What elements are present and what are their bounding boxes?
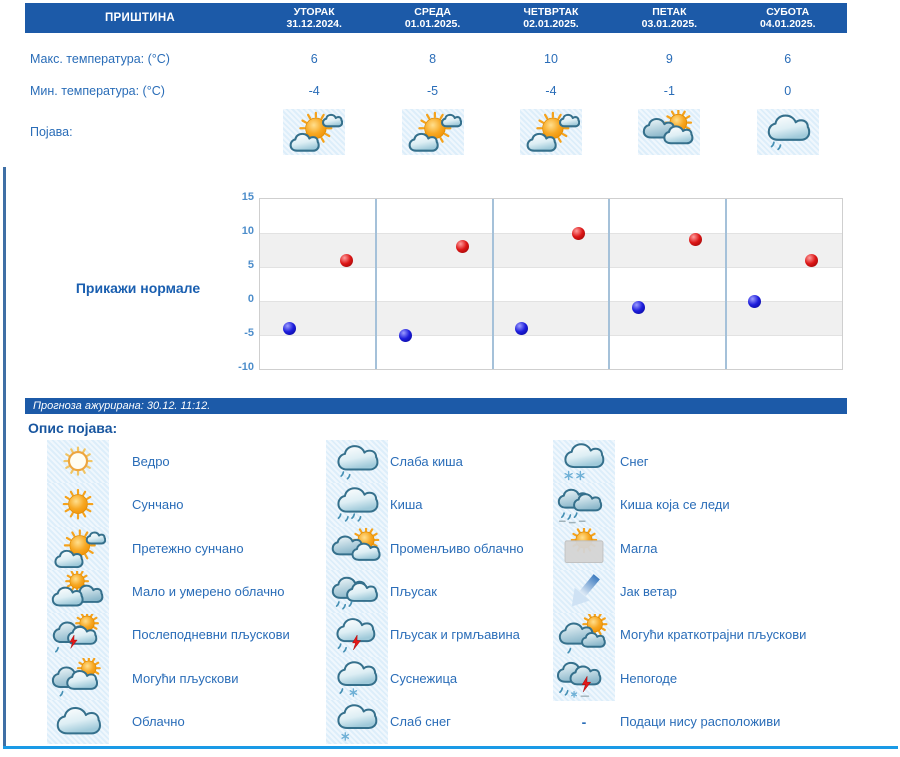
- forecast-updated-bar: [25, 398, 847, 414]
- day-date: 01.01.2025.: [404, 18, 461, 30]
- max-temp-point: [572, 227, 585, 240]
- temperature-chart: [259, 198, 843, 370]
- min-temp-point: [399, 329, 412, 342]
- chart-day-separator: [608, 199, 610, 369]
- afternoon-showers-icon: [47, 613, 109, 657]
- day-header: [610, 3, 728, 33]
- mostly-sunny-icon: [47, 527, 109, 571]
- chart-day-separator: [375, 199, 377, 369]
- legend-item-label: Слаб снег: [390, 713, 451, 729]
- day-date: 03.01.2025.: [641, 18, 698, 30]
- legend-item-label: Подаци нису расположиви: [620, 713, 781, 729]
- chart-ytick-label: 10: [241, 225, 254, 237]
- day-name: УТОРАК: [293, 6, 335, 18]
- max-temp-row: [255, 52, 847, 66]
- max-temp-point: [340, 254, 353, 267]
- legend-item-label: Послеподневни пљускови: [132, 627, 290, 643]
- min-temp-label: Мин. температура: (°C): [30, 84, 165, 98]
- max-temp-value: 6: [784, 52, 792, 66]
- show-normals-button[interactable]: Прикажи нормале: [75, 280, 201, 296]
- min-temp-value: 0: [784, 84, 792, 98]
- min-temp-point: [283, 322, 296, 335]
- light-snow-icon: [326, 700, 388, 744]
- legend-item-label: Непогоде: [620, 670, 678, 686]
- chart-day-separator: [725, 199, 727, 369]
- no-data-icon: -: [581, 713, 587, 730]
- day-header: [492, 3, 610, 33]
- max-temp-value: 8: [429, 52, 437, 66]
- chart-day-separator: [492, 199, 494, 369]
- min-temp-row: [255, 84, 847, 98]
- day-name: СРЕДА: [414, 6, 451, 18]
- variable-cloudy-icon: [638, 109, 700, 155]
- day-header: [729, 3, 847, 33]
- storm-icon: [553, 657, 615, 701]
- legend-item-label: Киша: [390, 497, 423, 513]
- min-temp-value: -4: [308, 84, 320, 98]
- day-header: [373, 3, 491, 33]
- legend-item-label: Облачно: [132, 713, 185, 729]
- max-temp-value: 9: [665, 52, 673, 66]
- variable-cloudy-icon: [326, 527, 388, 571]
- legend-item-label: Снег: [620, 454, 649, 469]
- sleet-icon: [326, 657, 388, 701]
- thunder-shower-icon: [326, 613, 388, 657]
- strong-wind-icon: [553, 570, 615, 614]
- day-name: ЧЕТВРТАК: [523, 6, 579, 18]
- max-temp-point: [805, 254, 818, 267]
- cloudy-icon: [47, 700, 109, 744]
- day-date: 04.01.2025.: [760, 18, 816, 30]
- chart-ytick-label: 15: [241, 191, 254, 203]
- legend-item-label: Суснежица: [390, 670, 458, 686]
- freezing-rain-icon: [553, 483, 615, 527]
- max-temp-label: Макс. температура: (°C): [30, 52, 170, 66]
- shower-icon: [326, 570, 388, 614]
- chart-ytick-label: -5: [244, 327, 254, 339]
- legend-item-label: Променљиво облачно: [390, 540, 524, 556]
- day-name: СУБОТА: [766, 6, 810, 18]
- max-temp-value: 10: [544, 52, 558, 66]
- min-temp-point: [748, 295, 761, 308]
- possible-showers-icon: [47, 657, 109, 701]
- mostly-sunny-icon: [402, 109, 464, 155]
- fog-icon: [553, 527, 615, 571]
- chart-ytick-label: 5: [247, 259, 254, 271]
- location-title: ПРИШТИНА: [104, 12, 176, 24]
- content-bottom-line: [3, 746, 898, 749]
- day-name: ПЕТАК: [652, 6, 687, 18]
- day-date: 31.12.2024.: [286, 18, 342, 30]
- forecast-table-header: [25, 3, 847, 33]
- light-rain-icon: [757, 109, 819, 155]
- partly-cloudy-icon: [47, 570, 109, 614]
- clear-icon: [47, 440, 109, 484]
- day-header: [255, 3, 373, 33]
- chart-gridline: [260, 335, 842, 336]
- legend-item-label: Мало и умерено облачно: [132, 583, 285, 599]
- rain-icon: [326, 483, 388, 527]
- max-temp-value: 6: [310, 52, 318, 66]
- legend-item-label: Ведро: [132, 454, 170, 469]
- possible-brief-showers-icon: [553, 613, 615, 657]
- legend-item-label: Пљусак и грмљавина: [390, 627, 520, 643]
- chart-ytick-label: 0: [247, 293, 254, 305]
- legend-item-label: Слаба киша: [390, 454, 463, 469]
- light-rain-icon: [326, 440, 388, 484]
- legend-item-label: Претежно сунчано: [132, 540, 244, 556]
- min-temp-value: -1: [663, 84, 675, 98]
- day-date: 02.01.2025.: [523, 18, 579, 30]
- legend-item-label: Могући краткотрајни пљускови: [620, 627, 807, 643]
- snow-icon: [553, 440, 615, 484]
- content-left-border: [3, 167, 6, 747]
- legend-item-label: Пљусак: [390, 583, 437, 599]
- chart-gridline: [260, 267, 842, 268]
- legend-item-label: Сунчано: [132, 497, 184, 513]
- mostly-sunny-icon: [520, 109, 582, 155]
- mostly-sunny-icon: [283, 109, 345, 155]
- phenomenon-label: Појава:: [30, 125, 73, 139]
- sunny-icon: [47, 483, 109, 527]
- min-temp-value: -4: [545, 84, 557, 98]
- min-temp-value: -5: [427, 84, 439, 98]
- chart-ytick-label: -10: [238, 361, 254, 373]
- forecast-updated-text: Прогноза ажурирана: 30.12. 11:12.: [33, 400, 211, 412]
- chart-gridline: [260, 233, 842, 234]
- legend-item-label: Киша која се леди: [620, 497, 730, 513]
- legend-title: Опис појава:: [28, 420, 118, 436]
- legend-item-label: Могући пљускови: [132, 670, 239, 686]
- legend-item-label: Јак ветар: [620, 583, 677, 599]
- legend-item-label: Магла: [620, 540, 658, 556]
- phenomenon-row: [255, 109, 847, 155]
